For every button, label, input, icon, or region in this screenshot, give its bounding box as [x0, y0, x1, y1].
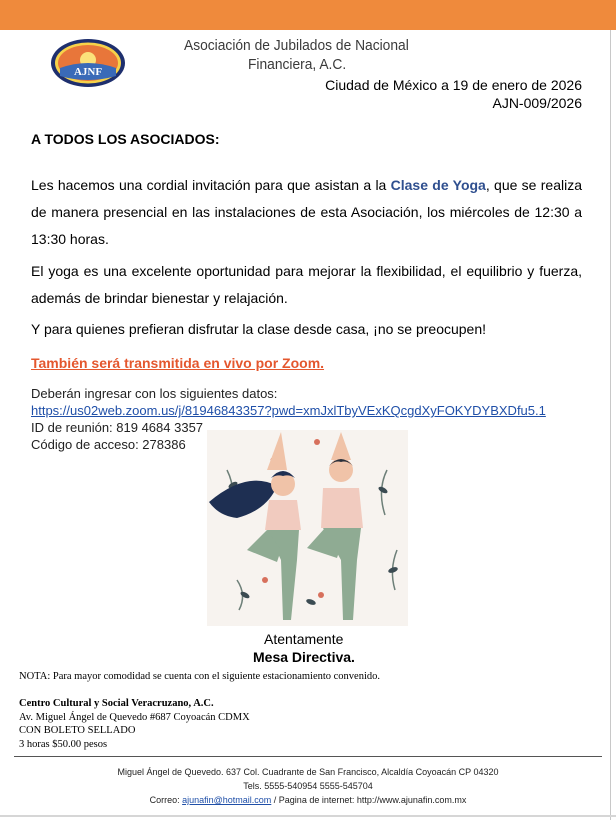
- footer-divider: [14, 756, 602, 757]
- footer-web: / Pagina de internet: http://www.ajunafin.com.mx: [271, 795, 467, 805]
- org-name-line1: Asociación de Jubilados de Nacional: [184, 37, 409, 54]
- zoom-announcement: También será transmitida en vivo por Zoom.: [31, 355, 325, 371]
- top-orange-bar: [0, 0, 616, 30]
- org-name-line2: Financiera, A.C.: [248, 56, 347, 73]
- page-bottom-border: [0, 815, 616, 817]
- p1-text-after: , que se realiza de manera presencial en las instalaciones de esta Asociación, los miércoles de 12:30 a 13:30 horas.: [31, 177, 582, 247]
- closing-salutation: Atentamente: [264, 631, 344, 647]
- letter-reference: AJN-009/2026: [492, 95, 582, 111]
- yoga-class-highlight: Clase de Yoga: [390, 177, 486, 193]
- zoom-link[interactable]: https://us02web.zoom.us/j/81946843357?pwd=xmJxlTbyVExKQcgdXyFOKYDYBXDfu5.1: [31, 403, 546, 418]
- parking-place: Centro Cultural y Social Veracruzano, A.C.: [19, 698, 214, 709]
- meeting-id: ID de reunión: 819 4684 3357: [31, 420, 204, 435]
- letter-date: Ciudad de México a 19 de enero de 2026: [325, 77, 582, 93]
- p1-text-before: Les hacemos una cordial invitación para que asistan a la: [31, 177, 391, 193]
- yoga-benefits-paragraph: El yoga es una excelente oportunidad para mejorar la flexibilidad, el equilibrio y fuerza, además de brindar bienestar y relajación.: [31, 263, 582, 306]
- zoom-intro: Deberán ingresar con los siguientes datos:: [31, 386, 278, 401]
- parking-price: 3 horas $50.00 pesos: [19, 739, 108, 750]
- footer-phones: Tels. 5555-540954 5555-545704: [243, 781, 373, 791]
- footer-contact: [0, 795, 616, 805]
- parking-ticket: CON BOLETO SELLADO: [19, 725, 136, 736]
- home-option-paragraph: Y para quienes prefieran disfrutar la clase desde casa, ¡no se preocupen!: [31, 321, 487, 337]
- parking-address: Av. Miguel Ángel de Quevedo #687 Coyoacán CDMX: [19, 712, 250, 723]
- ajnf-logo: [50, 38, 126, 88]
- footer-email-label: Correo:: [149, 795, 183, 805]
- yoga-illustration: [207, 430, 408, 626]
- signature-board: Mesa Directiva.: [253, 649, 355, 665]
- footer-address: Miguel Ángel de Quevedo. 637 Col. Cuadrante de San Francisco, Alcaldía Coyoacán CP 04320: [117, 767, 499, 777]
- footer-email-link[interactable]: ajunafin@hotmail.com: [182, 795, 272, 805]
- svg-text:AJNF: AJNF: [73, 66, 103, 78]
- access-code: Código de acceso: 278386: [31, 437, 186, 452]
- salutation-heading: A TODOS LOS ASOCIADOS:: [31, 131, 220, 147]
- parking-note: NOTA: Para mayor comodidad se cuenta con el siguiente estacionamiento convenido.: [19, 671, 381, 682]
- invitation-paragraph: [31, 172, 582, 253]
- page-right-border: [610, 30, 611, 820]
